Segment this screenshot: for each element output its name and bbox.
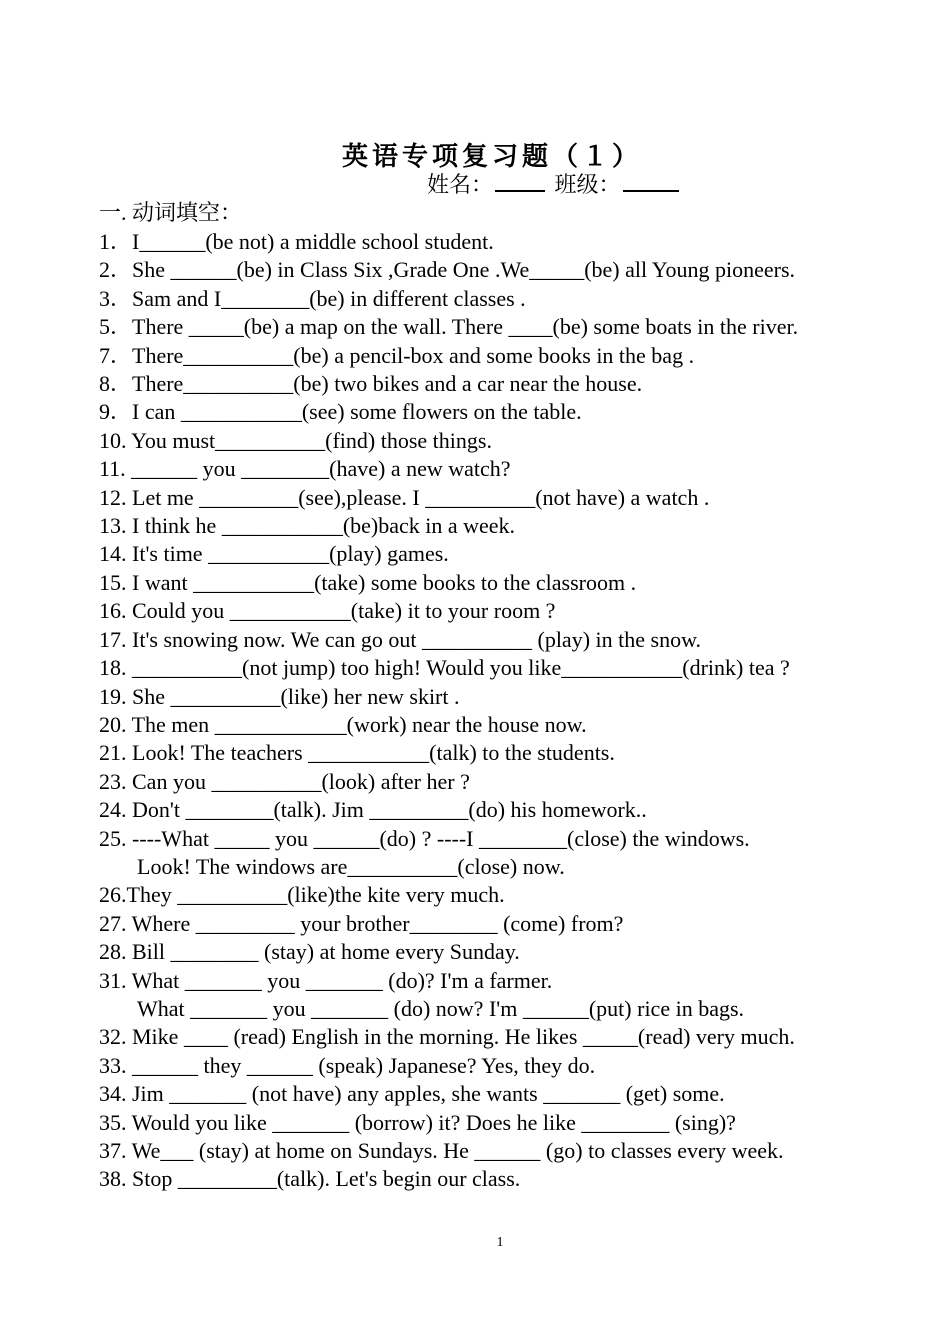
question-item: 8．There__________(be) two bikes and a car near the house. xyxy=(99,371,643,397)
question-item: 27. Where _________ your brother________ (come) from? xyxy=(99,910,624,936)
question-continuation: What _______ you _______ (do) now? I'm ______(put) rice in bags. xyxy=(137,995,745,1021)
question-item: 24. Don't ________(talk). Jim _________(do) his homework.. xyxy=(99,797,647,823)
question-item: 3．Sam and I________(be) in different classes . xyxy=(99,285,526,311)
question-item: 16. Could you ___________(take) it to your room ? xyxy=(99,598,556,624)
question-item: 23. Can you __________(look) after her ? xyxy=(99,768,470,794)
question-item: 19. She __________(like) her new skirt . xyxy=(99,683,460,709)
question-item: 28. Bill ________ (stay) at home every Sunday. xyxy=(99,939,520,965)
question-item: 7．There__________(be) a pencil-box and some books in the bag . xyxy=(99,342,695,368)
class-blank xyxy=(623,170,679,192)
question-item: 2．She ______(be) in Class Six ,Grade One .We_____(be) all Young pioneers. xyxy=(99,257,796,283)
question-item: 15. I want ___________(take) some books to the classroom . xyxy=(99,569,637,595)
question-continuation: Look! The windows are__________(close) now. xyxy=(137,853,565,879)
question-item: 20. The men ____________(work) near the house now. xyxy=(99,711,587,737)
question-item: 21. Look! The teachers ___________(talk) to the students. xyxy=(99,740,615,766)
question-list xyxy=(99,228,901,1194)
question-item: 9．I can ___________(see) some flowers on the table. xyxy=(99,399,582,425)
question-item: 18. __________(not jump) too high! Would you like___________(drink) tea ? xyxy=(99,655,790,681)
question-item: 17. It's snowing now. We can go out __________ (play) in the snow. xyxy=(99,626,702,652)
question-item: 14. It's time ___________(play) games. xyxy=(99,541,449,567)
question-item: 35. Would you like _______ (borrow) it? Does he like ________ (sing)? xyxy=(99,1109,736,1135)
question-item: 34. Jim _______ (not have) any apples, she wants _______ (get) some. xyxy=(99,1081,725,1107)
question-item: 32. Mike ____ (read) English in the morning. He likes _____(read) very much. xyxy=(99,1024,795,1050)
question-item: 10. You must__________(find) those things. xyxy=(99,427,492,453)
page-title: 英语专项复习题（１） xyxy=(341,142,642,172)
question-item: 13. I think he ___________(be)back in a week. xyxy=(99,513,516,539)
student-info-line xyxy=(427,170,683,199)
question-item: 25. ----What _____ you ______(do) ? ----I ________(close) the windows. xyxy=(99,825,750,851)
question-item: 38. Stop _________(talk). Let's begin our class. xyxy=(99,1166,521,1192)
name-label: 姓名： xyxy=(427,172,494,197)
class-label: 班级： xyxy=(554,172,621,197)
question-item: 1．I______(be not) a middle school student. xyxy=(99,229,494,254)
name-blank xyxy=(495,170,545,192)
question-item: 11. ______ you ________(have) a new watch? xyxy=(99,456,511,482)
question-item: 37. We___ (stay) at home on Sundays. He ______ (go) to classes every week. xyxy=(99,1138,784,1163)
question-item: 33. ______ they ______ (speak) Japanese? Yes, they do. xyxy=(99,1052,596,1078)
question-item: 26.They __________(like)the kite very much. xyxy=(99,882,505,908)
section-heading: 一. 动词填空： xyxy=(99,200,243,225)
question-item: 12. Let me _________(see),please. I __________(not have) a watch . xyxy=(99,484,710,510)
page-number: 1 xyxy=(496,1235,504,1250)
question-item: 31. What _______ you _______ (do)? I'm a farmer. xyxy=(99,967,553,993)
question-item: 5．There _____(be) a map on the wall. There ____(be) some boats in the river. xyxy=(99,314,799,340)
